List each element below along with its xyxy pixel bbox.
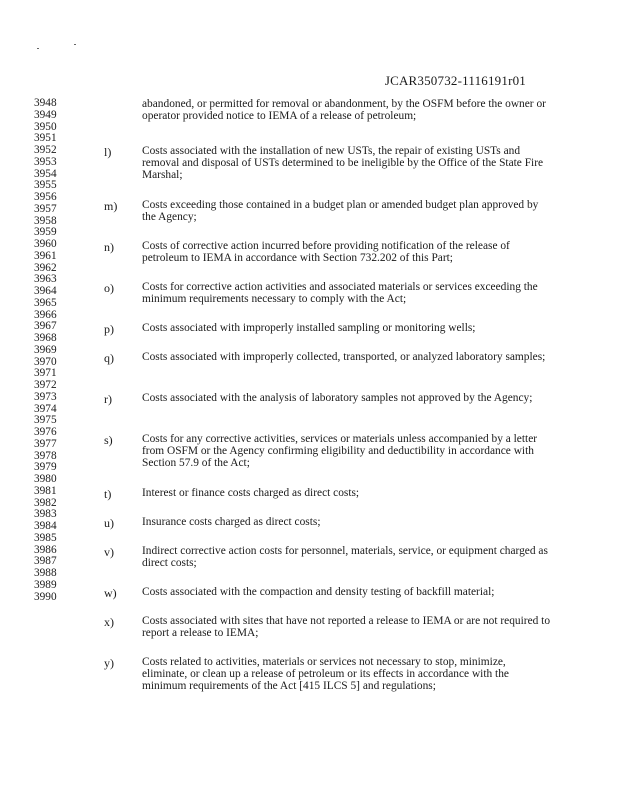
line-number: 3957 <box>34 202 57 215</box>
item-label: m) <box>104 199 118 213</box>
item-text: Costs exceeding those contained in a budget plan or amended budget plan approved by the Agency; <box>142 199 539 223</box>
line-number: 3950 <box>34 120 57 133</box>
line-number: 3971 <box>34 367 57 380</box>
line-number: 3949 <box>34 108 57 121</box>
item-text: Costs for any corrective activities, services or materials unless accompanied by a letter from OSFM or the Agency confirming eligibility and deductibility in accordance with Section 57.9 of the Act; <box>142 433 538 469</box>
line-number: 3972 <box>34 379 57 391</box>
line-number: 3987 <box>34 555 57 568</box>
line-number: 3977 <box>34 437 57 450</box>
item-label: q) <box>104 351 114 365</box>
item-label: o) <box>104 281 114 295</box>
line-number-column <box>34 98 68 603</box>
item-label: x) <box>104 615 114 629</box>
item-text: Costs associated with the compaction and density testing of backfill material; <box>142 586 495 598</box>
item-text: Costs associated with the installation of new USTs, the repair of existing USTs and removal and disposal of USTs determined to be ineligible by the Office of the State Fire Marshal; <box>142 145 544 181</box>
line-number: 3983 <box>34 508 57 521</box>
line-number: 3984 <box>34 520 57 532</box>
line-number: 3968 <box>34 332 57 344</box>
line-number: 3953 <box>34 155 57 168</box>
line-number: 3958 <box>34 214 57 227</box>
item-label: n) <box>104 240 114 254</box>
line-number: 3978 <box>34 449 57 462</box>
item-text: Insurance costs charged as direct costs; <box>142 516 321 528</box>
item-text: Costs related to activities, materials or services not necessary to stop, minimize, eliminate, or clean up a release of petroleum or its effects in accordance with the minimum requirements of the Act [415 ILCS 5] and regulations; <box>142 656 509 692</box>
item-text: Costs associated with improperly installed sampling or monitoring wells; <box>142 322 476 334</box>
line-number: 3955 <box>34 179 57 192</box>
line-number: 3974 <box>34 402 57 415</box>
item-text: Costs for corrective action activities and associated materials or services exceeding the minimum requirements necessary to comply with the Act; <box>142 281 538 305</box>
line-number: 3981 <box>34 484 57 497</box>
line-number: 3948 <box>34 97 57 109</box>
line-number: 3966 <box>34 308 57 321</box>
line-number: 3954 <box>34 167 57 180</box>
item-text: Interest or finance costs charged as direct costs; <box>142 487 360 499</box>
line-number: 3990 <box>34 590 57 603</box>
scan-artifact <box>74 44 76 45</box>
item-text: Costs associated with the analysis of laboratory samples not approved by the Agency; <box>142 392 533 404</box>
document-id: JCAR350732-1116191r01 <box>384 73 526 88</box>
item-label: r) <box>104 392 112 406</box>
item-label: p) <box>104 322 114 336</box>
item-text: Costs associated with improperly collected, transported, or analyzed laboratory samples; <box>142 351 546 363</box>
line-number: 3973 <box>34 390 57 403</box>
line-number: 3989 <box>34 578 57 591</box>
line-number: 3951 <box>34 132 57 145</box>
line-number: 3969 <box>34 343 57 356</box>
item-text: Costs associated with sites that have not reported a release to IEMA or are not required to report a release to IEMA; <box>142 615 551 639</box>
line-number: 3960 <box>34 238 57 250</box>
line-number: 3979 <box>34 461 57 474</box>
line-number: 3985 <box>34 531 57 544</box>
line-number: 3964 <box>34 285 57 297</box>
line-number: 3970 <box>34 355 57 368</box>
item-text: Indirect corrective action costs for personnel, materials, service, or equipment charged as direct costs; <box>142 545 548 569</box>
line-number: 3988 <box>34 567 57 579</box>
line-number: 3986 <box>34 543 57 556</box>
line-number: 3975 <box>34 414 57 427</box>
item-label: w) <box>104 586 117 600</box>
line-number: 3959 <box>34 226 57 239</box>
line-number: 3962 <box>34 261 57 274</box>
scan-artifact <box>37 48 39 49</box>
line-number: 3961 <box>34 249 57 262</box>
item-label: s) <box>104 433 113 447</box>
item-label: l) <box>104 145 112 159</box>
item-label: t) <box>104 487 112 501</box>
line-number: 3980 <box>34 473 57 485</box>
line-number: 3963 <box>34 273 57 286</box>
line-number: 3952 <box>34 144 57 156</box>
item-label: y) <box>104 656 114 670</box>
line-number: 3967 <box>34 320 57 333</box>
line-number: 3982 <box>34 496 57 509</box>
line-number: 3976 <box>34 426 57 438</box>
item-text: Costs of corrective action incurred before providing notification of the release of petroleum to IEMA in accordance with Section 732.202 of this Part; <box>142 240 510 264</box>
line-number: 3965 <box>34 296 57 309</box>
line-number: 3956 <box>34 191 57 203</box>
item-label: v) <box>104 545 114 559</box>
item-label: u) <box>104 516 114 530</box>
item-text: abandoned, or permitted for removal or abandonment, by the OSFM before the owner or operator provided notice to IEMA of a release of petroleum; <box>142 98 546 122</box>
